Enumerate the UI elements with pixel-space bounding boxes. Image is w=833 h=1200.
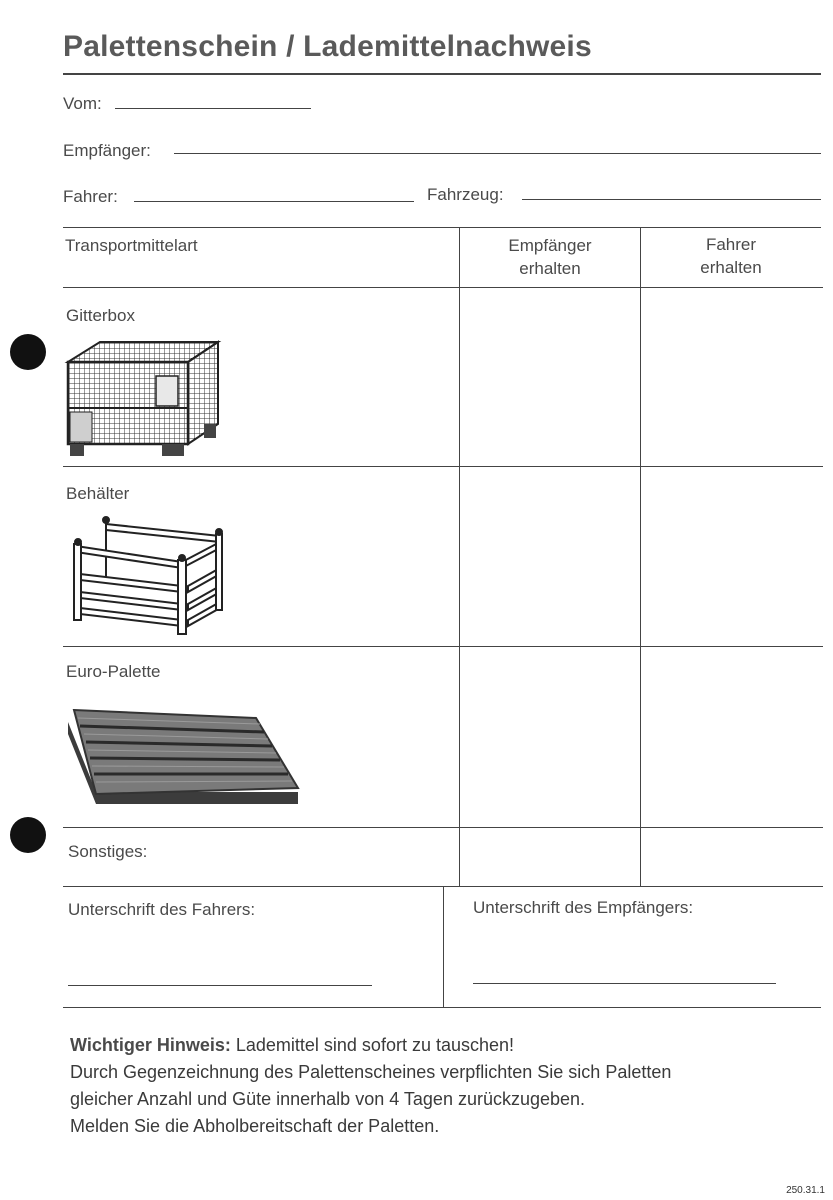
cell-sonstiges-fahrer[interactable] xyxy=(641,828,823,886)
empfaenger-field[interactable] xyxy=(174,153,821,154)
fahrer-label: Fahrer: xyxy=(63,187,118,206)
document-number: 250.31.1 xyxy=(786,1185,825,1196)
gitterbox-icon xyxy=(64,338,222,460)
col-header-empfaenger-line1: Empfänger xyxy=(508,236,592,255)
empfaenger-label: Empfänger: xyxy=(63,141,151,160)
fahrzeug-field[interactable] xyxy=(522,199,821,200)
col-header-fahrer-line2: erhalten xyxy=(700,258,762,277)
row-label-sonstiges: Sonstiges: xyxy=(68,842,148,861)
col-header-empfaenger xyxy=(460,234,640,280)
euro-pallet-icon xyxy=(66,708,302,810)
fahrzeug-label: Fahrzeug: xyxy=(427,185,504,204)
col-header-empfaenger-line2: erhalten xyxy=(519,259,581,278)
row-label-euro-palette: Euro-Palette xyxy=(66,662,161,681)
notice-line-4: Melden Sie die Abholbereitschaft der Paletten. xyxy=(70,1116,440,1136)
title-rule xyxy=(63,73,821,75)
fahrer-field[interactable] xyxy=(134,201,414,202)
signature-bottom-rule xyxy=(63,1007,821,1008)
signature-divider xyxy=(443,886,444,1008)
vom-field[interactable] xyxy=(115,108,311,109)
important-notice xyxy=(70,1032,671,1140)
cell-gitterbox-empfaenger[interactable] xyxy=(460,288,640,466)
vom-label: Vom: xyxy=(63,94,102,113)
recipient-signature-line[interactable] xyxy=(473,983,776,984)
notice-line-1 xyxy=(70,1032,671,1059)
cell-behaelter-fahrer[interactable] xyxy=(641,467,823,646)
container-icon xyxy=(70,516,226,638)
cell-sonstiges-empfaenger[interactable] xyxy=(460,828,640,886)
punch-hole xyxy=(10,817,46,853)
driver-signature-label: Unterschrift des Fahrers: xyxy=(68,900,256,919)
col-header-fahrer xyxy=(641,233,821,279)
table-top-rule xyxy=(63,227,821,228)
notice-line1-rest: Lademittel sind sofort zu tauschen! xyxy=(230,1035,515,1055)
driver-signature-line[interactable] xyxy=(68,985,372,986)
col-header-fahrer-line1: Fahrer xyxy=(705,235,757,254)
row-label-gitterbox: Gitterbox xyxy=(66,306,135,325)
recipient-signature-label: Unterschrift des Empfängers: xyxy=(473,898,694,917)
notice-bold: Wichtiger Hinweis: xyxy=(70,1035,231,1055)
cell-gitterbox-fahrer[interactable] xyxy=(641,288,823,466)
row-label-behaelter: Behälter xyxy=(66,484,130,503)
notice-line-3: gleicher Anzahl und Güte innerhalb von 4 Tagen zurückzugeben. xyxy=(70,1089,586,1109)
cell-euro-palette-empfaenger[interactable] xyxy=(460,647,640,827)
page-title: Palettenschein / Lademittelnachweis xyxy=(63,30,592,63)
notice-line-2: Durch Gegenzeichnung des Palettenscheines verpflichten Sie sich Paletten xyxy=(70,1062,672,1082)
cell-behaelter-empfaenger[interactable] xyxy=(460,467,640,646)
punch-hole xyxy=(10,334,46,370)
cell-euro-palette-fahrer[interactable] xyxy=(641,647,823,827)
col-header-type: Transportmittelart xyxy=(65,236,198,255)
